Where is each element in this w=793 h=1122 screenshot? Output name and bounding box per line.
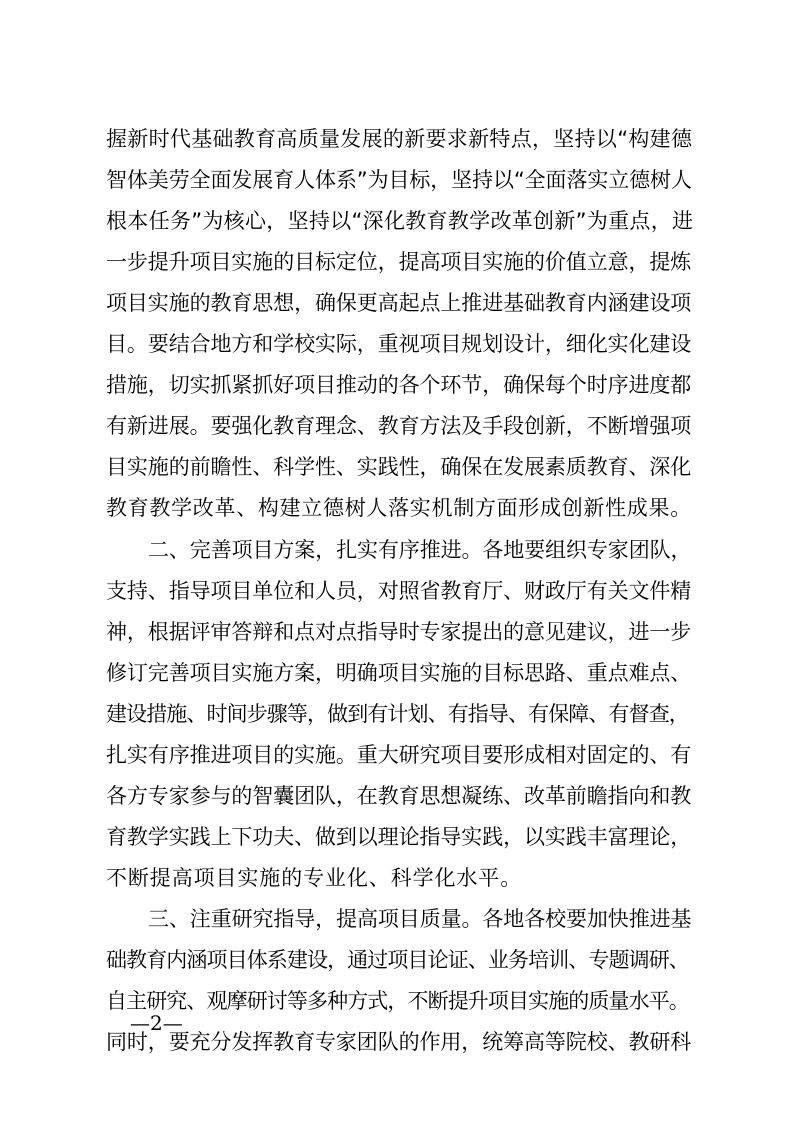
text-line: 智体美劳全面发展育人体系”为目标，坚持以“全面落实立德树人	[106, 168, 692, 192]
text-line: 一步提升项目实施的目标定位，提高项目实施的价值立意，提炼	[106, 250, 692, 274]
text-line: 目实施的前瞻性、科学性、实践性，确保在发展素质教育、深化	[106, 455, 692, 479]
text-line: 础教育内涵项目体系建设，通过项目论证、业务培训、专题调研、	[106, 948, 689, 972]
text-line: 项目实施的教育思想，确保更高起点上推进基础教育内涵建设项	[106, 291, 692, 315]
text-line: 支持、指导项目单位和人员，对照省教育厅、财政厅有关文件精	[106, 579, 692, 603]
text-line: 神，根据评审答辩和点对点指导时专家提出的意见建议，进一步	[106, 620, 692, 644]
page-number: —2—	[130, 1011, 183, 1035]
text-line: 各方专家参与的智囊团队，在教育思想凝练、改革前瞻指向和教	[106, 784, 692, 808]
text-line: 育教学实践上下功夫、做到以理论指导实践，以实践丰富理论，	[106, 825, 692, 849]
text-line: 根本任务”为核心，坚持以“深化教育教学改革创新”为重点，进	[106, 209, 694, 233]
text-line: 有新进展。要强化教育理念、教育方法及手段创新，不断增强项	[106, 414, 692, 438]
text-line: 握新时代基础教育高质量发展的新要求新特点，坚持以“构建德	[106, 127, 693, 151]
text-line: 自主研究、观摩研讨等多种方式，不断提升项目实施的质量水平。	[106, 989, 689, 1013]
text-line: 修订完善项目实施方案，明确项目实施的目标思路、重点难点、	[106, 661, 692, 685]
text-line: 教育教学改革、构建立德树人落实机制方面形成创新性成果。	[106, 496, 692, 520]
text-line: 不断提高项目实施的专业化、科学化水平。	[106, 866, 523, 890]
text-line: 同时，要充分发挥教育专家团队的作用，统筹高等院校、教研科	[106, 1030, 692, 1054]
text-line: 目。要结合地方和学校实际，重视项目规划设计，细化实化建设	[106, 332, 692, 356]
section-heading-line: 三、注重研究指导，提高项目质量。各地各校要加快推进基	[148, 907, 692, 931]
section-heading-line: 二、完善项目方案，扎实有序推进。各地要组织专家团队，	[148, 538, 692, 562]
text-line: 扎实有序推进项目的实施。重大研究项目要形成相对固定的、有	[106, 743, 692, 767]
text-line: 建设措施、时间步骤等，做到有计划、有指导、有保障、有督查，	[106, 702, 689, 726]
text-line: 措施，切实抓紧抓好项目推动的各个环节，确保每个时序进度都	[106, 373, 692, 397]
